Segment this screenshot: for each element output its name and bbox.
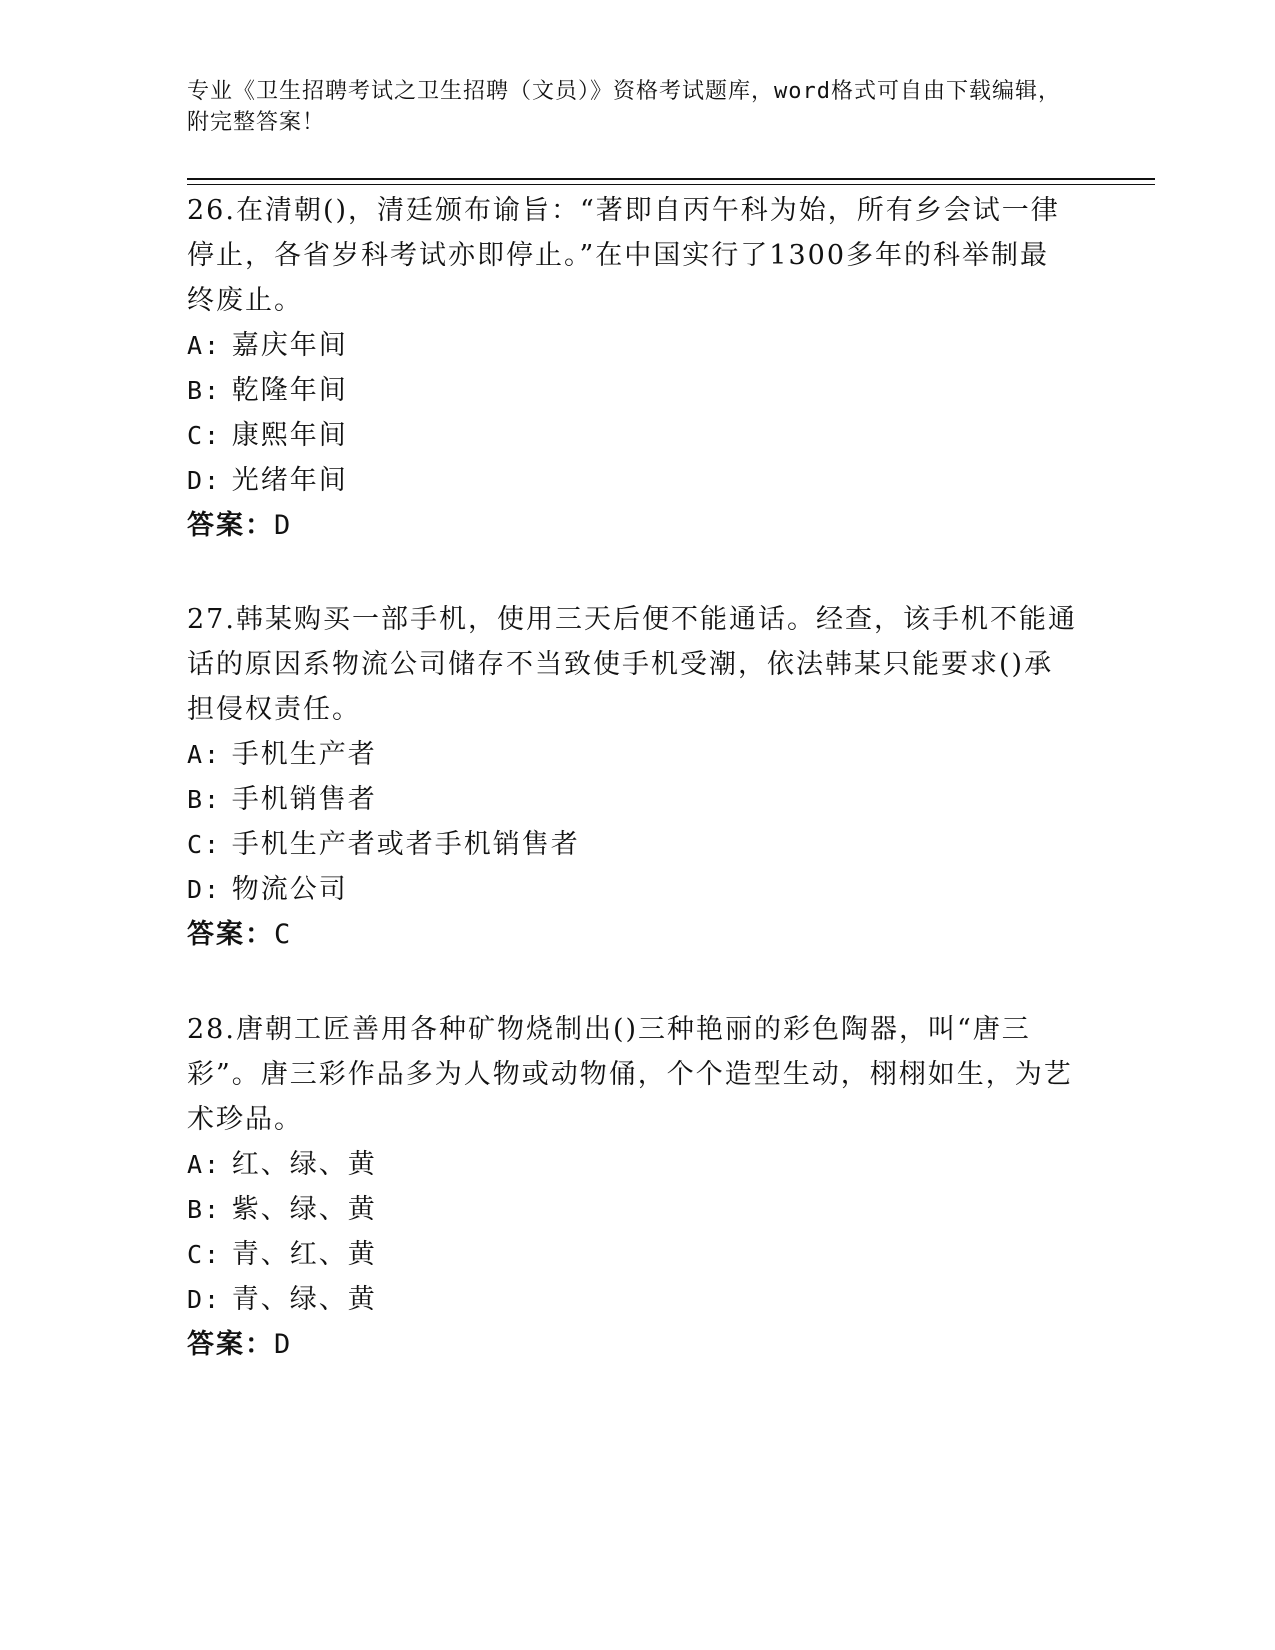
option-c: C: 康熙年间 <box>187 420 348 451</box>
answer-line: 答案：D <box>187 510 293 541</box>
question-stem: 27.韩某购买一部手机，使用三天后便不能通话。经查，该手机不能通话的原因系物流公司储存不当致使手机受潮，依法韩某只能要求()承担侵权责任。 <box>187 604 1077 725</box>
answer-value: D <box>274 1329 293 1360</box>
document-header: 专业《卫生招聘考试之卫生招聘（文员）》资格考试题库，word格式可自由下载编辑，附完整答案！ <box>187 79 1061 135</box>
answer-value: D <box>274 510 293 541</box>
header-divider-thick <box>187 178 1155 180</box>
answer-value: C <box>274 919 293 950</box>
option-c: C: 手机生产者或者手机销售者 <box>187 829 580 860</box>
option-d: D: 青、绿、黄 <box>187 1284 377 1315</box>
question-stem: 26.在清朝()，清廷颁布谕旨：“著即自丙午科为始，所有乡会试一律停止，各省岁科考试亦即停止。”在中国实行了1300多年的科举制最终废止。 <box>187 195 1060 316</box>
option-b: B: 手机销售者 <box>187 784 377 815</box>
answer-line: 答案：C <box>187 919 293 950</box>
question-26 <box>187 188 1077 548</box>
option-d: D: 物流公司 <box>187 874 348 905</box>
option-b: B: 紫、绿、黄 <box>187 1194 377 1225</box>
option-c: C: 青、红、黄 <box>187 1239 377 1270</box>
question-27 <box>187 597 1077 957</box>
option-a: A: 手机生产者 <box>187 739 377 770</box>
option-a: A: 嘉庆年间 <box>187 330 348 361</box>
option-b: B: 乾隆年间 <box>187 375 348 406</box>
question-stem: 28.唐朝工匠善用各种矿物烧制出()三种艳丽的彩色陶器，叫“唐三彩”。唐三彩作品多为人物或动物俑，个个造型生动，栩栩如生，为艺术珍品。 <box>187 1014 1073 1135</box>
option-d: D: 光绪年间 <box>187 465 348 496</box>
question-28 <box>187 1007 1077 1367</box>
answer-line: 答案：D <box>187 1329 293 1360</box>
header-divider-thin <box>187 184 1155 185</box>
option-a: A: 红、绿、黄 <box>187 1149 377 1180</box>
